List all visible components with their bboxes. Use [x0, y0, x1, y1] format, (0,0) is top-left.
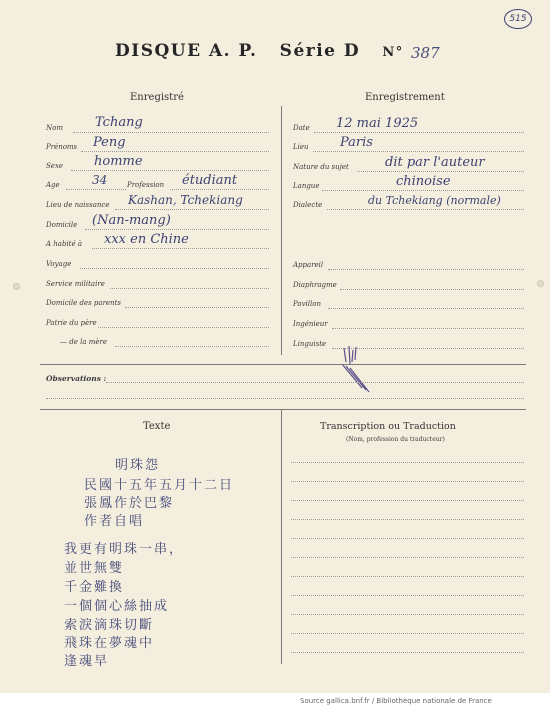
- dotted-line: [357, 171, 524, 172]
- label-langue: Langue: [293, 182, 320, 190]
- lower-section-rule: [40, 409, 526, 410]
- value-lieu-naissance: Kashan, Tchekiang: [128, 193, 243, 207]
- number-label: N°: [382, 45, 404, 60]
- dotted-line: [328, 308, 524, 309]
- dotted-line: [313, 151, 524, 152]
- label-linguiste: Linguiste: [293, 340, 327, 348]
- label-age: Age: [46, 181, 60, 189]
- dotted-line: [80, 268, 269, 269]
- dotted-line: [332, 328, 524, 329]
- value-sexe: homme: [94, 154, 143, 169]
- dotted-line: [81, 151, 269, 152]
- label-profession: Profession: [127, 181, 165, 189]
- dotted-line: [340, 289, 524, 290]
- label-diaphragme: Diaphragme: [293, 281, 337, 289]
- dotted-line: [71, 170, 269, 171]
- dotted-line: [291, 462, 524, 463]
- label-lieu: Lieu: [293, 143, 309, 151]
- dotted-line: [170, 189, 269, 190]
- enregistre-heading: Enregistré: [130, 92, 184, 103]
- dotted-line: [291, 576, 524, 577]
- dotted-line: [46, 398, 524, 399]
- dotted-line: [291, 538, 524, 539]
- dotted-line: [291, 519, 524, 520]
- dotted-line: [115, 346, 269, 347]
- dotted-line: [115, 209, 269, 210]
- value-prenoms: Peng: [93, 135, 126, 150]
- dotted-line: [291, 595, 524, 596]
- texte-line: 作者自唱: [84, 514, 145, 529]
- dotted-line: [73, 132, 269, 133]
- texte-line: 千金難換: [64, 580, 125, 595]
- label-dialecte: Dialecte: [293, 201, 323, 209]
- disque-label: DISQUE A. P.: [115, 41, 258, 61]
- dotted-line: [92, 248, 269, 249]
- label-date: Date: [293, 124, 310, 132]
- dotted-line: [291, 557, 524, 558]
- observations-label: Observations :: [46, 374, 107, 383]
- dotted-line: [98, 327, 269, 328]
- value-lieu: Paris: [340, 135, 373, 150]
- value-nature-sujet: dit par l'auteur: [385, 155, 485, 170]
- label-pavillon: Pavillon: [293, 300, 321, 308]
- value-profession: étudiant: [182, 173, 238, 188]
- observations-top-rule: [40, 364, 526, 365]
- value-a-habite: xxx en Chine: [104, 232, 189, 247]
- source-footer: Source gallica.bnf.fr / Bibliothèque nationale de France: [300, 697, 492, 705]
- transcription-subtitle: (Nom, profession du traducteur): [346, 436, 445, 443]
- dotted-line: [327, 209, 524, 210]
- value-dialecte: du Tchekiang (normale): [368, 194, 501, 207]
- label-patrie-pere: Patrie du père: [46, 319, 97, 327]
- texte-line: 民國十五年五月十二日: [84, 478, 235, 493]
- texte-line: 張鳳作於巴黎: [84, 496, 175, 511]
- transcription-heading: Transcription ou Traduction: [320, 421, 456, 432]
- lower-column-divider: [281, 409, 282, 664]
- serie-label: Série D: [279, 41, 361, 61]
- label-service-militaire: Service militaire: [46, 280, 105, 288]
- label-nom: Nom: [46, 124, 63, 132]
- value-domicile: (Nan-mang): [92, 213, 171, 228]
- archive-number-stamp: 515: [504, 9, 532, 29]
- label-nature-sujet: Nature du sujet: [293, 163, 349, 171]
- ink-mark: [336, 344, 372, 394]
- dotted-line: [328, 269, 524, 270]
- dotted-line: [291, 614, 524, 615]
- enregistrement-heading: Enregistrement: [365, 92, 445, 103]
- texte-line: 一個個心絲抽成: [64, 599, 170, 614]
- texte-line: 並世無雙: [64, 561, 125, 576]
- label-ingenieur: Ingénieur: [293, 320, 328, 328]
- label-voyage: Voyage: [46, 260, 72, 268]
- dotted-line: [314, 132, 524, 133]
- binder-hole: [13, 283, 20, 290]
- dotted-line: [106, 382, 524, 383]
- texte-line: 逢魂早: [64, 654, 110, 669]
- texte-line: 索淚滴珠切斷: [64, 618, 155, 633]
- dotted-line: [110, 288, 269, 289]
- disc-number: 387: [411, 44, 440, 62]
- texte-line: 明珠怨: [115, 458, 161, 473]
- dotted-line: [291, 500, 524, 501]
- binder-hole: [537, 280, 544, 287]
- label-prenoms: Prénoms: [46, 143, 78, 151]
- document-title: [115, 41, 404, 61]
- dotted-line: [125, 307, 269, 308]
- label-sexe: Sexe: [46, 162, 64, 170]
- value-langue: chinoise: [396, 174, 451, 189]
- upper-column-divider: [281, 106, 282, 355]
- texte-line: 飛珠在夢魂中: [64, 636, 155, 651]
- dotted-line: [291, 652, 524, 653]
- label-appareil: Appareil: [293, 261, 324, 269]
- texte-line: 我更有明珠一串，: [64, 542, 185, 557]
- label-patrie-mere: — de la mère: [60, 338, 107, 346]
- dotted-line: [66, 189, 126, 190]
- dotted-line: [85, 229, 269, 230]
- dotted-line: [291, 481, 524, 482]
- label-domicile: Domicile: [46, 221, 78, 229]
- dotted-line: [291, 633, 524, 634]
- label-domicile-parents: Domicile des parents: [46, 299, 121, 307]
- value-nom: Tchang: [95, 115, 143, 130]
- value-age: 34: [92, 173, 108, 187]
- dotted-line: [322, 190, 524, 191]
- label-a-habite: A habité à: [46, 240, 83, 248]
- label-lieu-naissance: Lieu de naissance: [46, 201, 110, 209]
- value-date: 12 mai 1925: [336, 116, 419, 131]
- texte-heading: Texte: [143, 421, 171, 432]
